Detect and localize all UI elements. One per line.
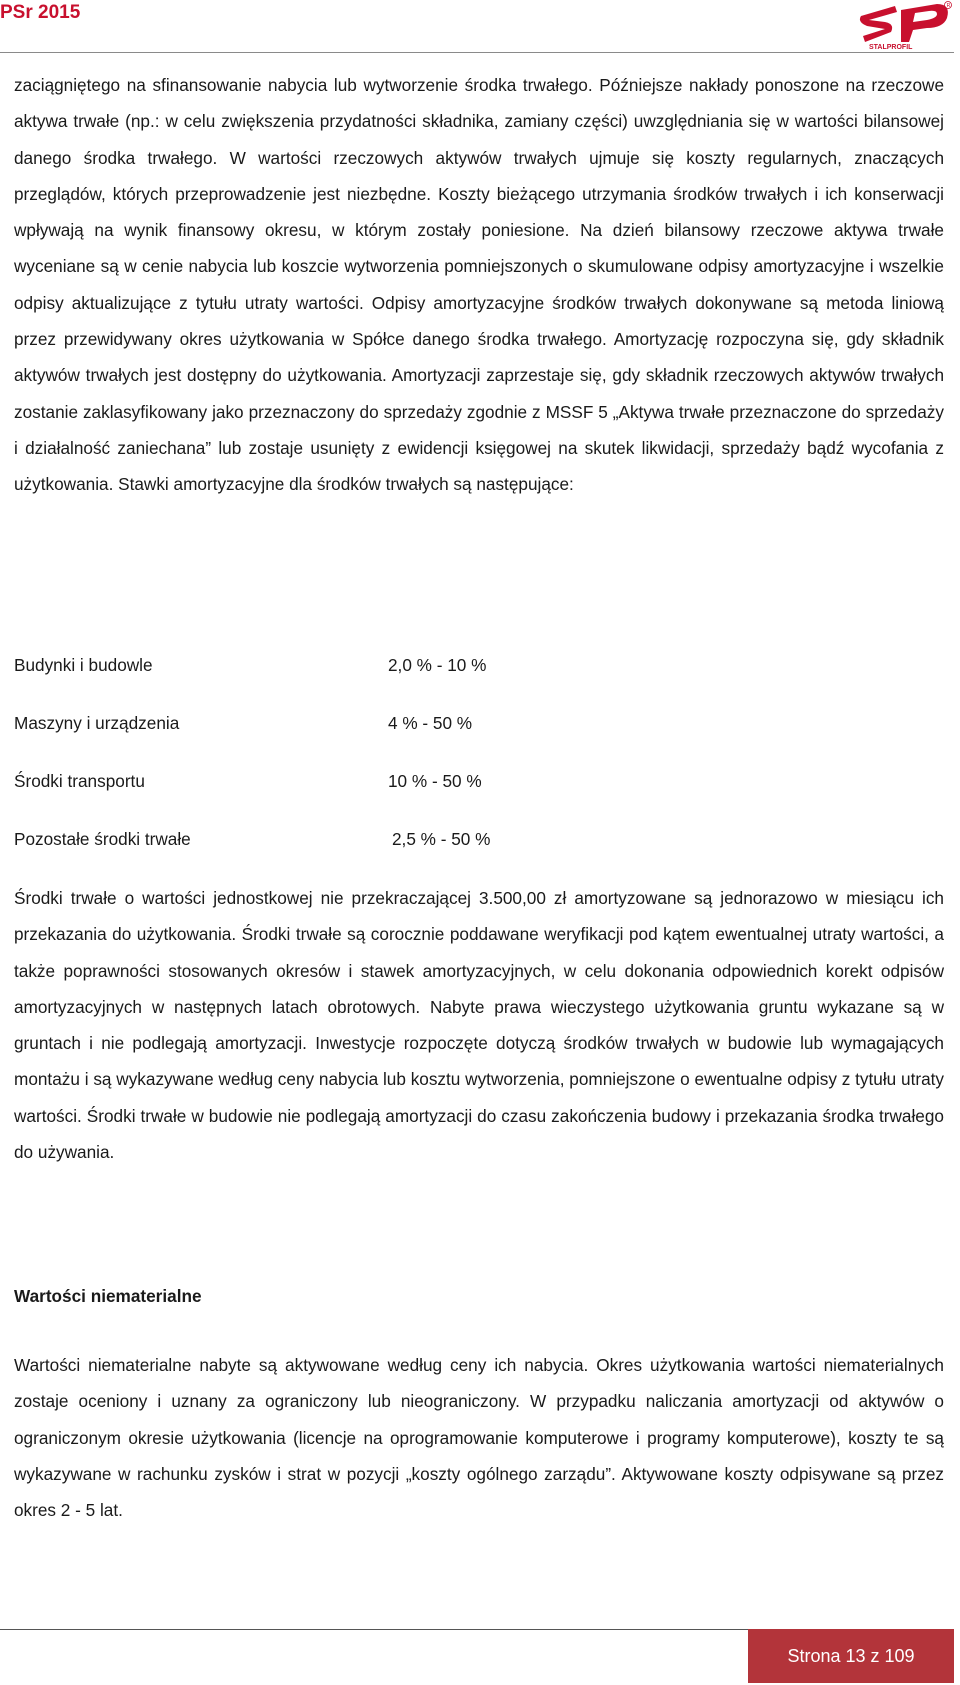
paragraph-fixed-assets: zaciągniętego na sfinansowanie nabycia lub wytworzenie środka trwałego. Późniejsze nakłady ponoszone na rzeczowe aktywa trwałe (np.: w celu zwiększenia przydatności składnika, zamiany części) uwzględniania się w wartości bilansowej danego środka trwałego. W wartości rzeczowych aktywów trwałych ujmuje się koszty regularnych, znaczących przeglądów, których przeprowadzenie jest niezbędne. Koszty bieżącego utrzymania środków trwałych i ich konserwacji wpływają na wynik finansowy okresu, w którym zostały poniesione. Na dzień bilansowy rzeczowe aktywa trwałe wyceniane są w cenie nabycia lub koszcie wytworzenia pomniejszonych o skumulowane odpisy amortyzacyjne i wszelkie odpisy aktualizujące z tytułu utraty wartości. Odpisy amortyzacyjne środków trwałych dokonywane są metoda liniową przez przewidywany okres użytkowania w Spółce danego środka trwałego. Amortyzację rozpoczyna się, gdy składnik aktywów trwałych jest dostępny do użytkowania. Amortyzacji zaprzestaje się, gdy składnik rzeczowych aktywów trwałych zostanie zaklasyfikowany jako przeznaczony do sprzedaży zgodnie z MSSF 5 „Aktywa trwałe przeznaczone do sprzedaży i działalność zaniechana” lub zostaje usunięty z ewidencji księgowej na skutek likwidacji, sprzedaży bądź wycofania z użytkowania. Stawki amortyzacyjne dla środków trwałych są następujące: — [14, 75, 944, 495]
depreciation-rates-list — [14, 655, 614, 887]
stalprofil-logo — [855, 0, 955, 50]
header-divider — [0, 52, 954, 53]
rate-row — [14, 829, 614, 887]
section-heading: Wartości niematerialne — [14, 1286, 202, 1306]
rate-value: 2,0 % - 10 % — [388, 655, 487, 675]
rate-row — [14, 655, 614, 713]
svg-text:R: R — [946, 3, 951, 9]
report-title: PSr 2015 — [0, 2, 81, 23]
rate-label: Pozostałe środki trwałe — [14, 829, 191, 849]
paragraph-intangible-assets: Wartości niematerialne nabyte są aktywowane według ceny ich nabycia. Okres użytkowania wartości niematerialnych zostaje oceniony i uznany za ograniczony lub nieograniczony. W przypadku naliczania amortyzacji od aktywów o ograniczonym okresie użytkowania (licencje na oprogramowanie komputerowe i programy komputerowe), koszty te są wykazywane w rachunku zysków i strat w pozycji „koszty ogólnego zarządu”. Aktywowane koszty odpisywane są przez okres 2 - 5 lat. — [14, 1355, 944, 1521]
rate-label: Budynki i budowle — [14, 655, 153, 675]
rate-value: 10 % - 50 % — [388, 771, 482, 791]
footer-divider — [0, 1629, 748, 1630]
rate-row — [14, 771, 614, 829]
rate-row — [14, 713, 614, 771]
rate-value: 4 % - 50 % — [388, 713, 473, 733]
logo-text: STALPROFIL — [869, 44, 913, 50]
rate-label: Maszyny i urządzenia — [14, 713, 180, 733]
rate-value: 2,5 % - 50 % — [392, 829, 491, 849]
paragraph-low-value-assets: Środki trwałe o wartości jednostkowej nie przekraczającej 3.500,00 zł amortyzowane są jednorazowo w miesiącu ich przekazania do użytkowania. Środki trwałe są corocznie poddawane weryfikacji pod kątem ewentualnej utraty wartości, a także poprawności stosowanych okresów i stawek amortyzacyjnych, w celu dokonania odpowiednich korekt odpisów amortyzacyjnych w następnych latach obrotowych. Nabyte prawa wieczystego użytkowania gruntu wykazane są w gruntach i nie podlegają amortyzacji. Inwestycje rozpoczęte dotyczą środków trwałych w budowie lub wymagających montażu i są wykazywane według ceny nabycia lub kosztu wytworzenia, pomniejszone o ewentualne odpisy z tytułu utraty wartości. Środki trwałe w budowie nie podlegają amortyzacji do czasu zakończenia budowy i przekazania środka trwałego do używania. — [14, 888, 944, 1163]
page-number-badge: Strona 13 z 109 — [748, 1629, 954, 1683]
rate-label: Środki transportu — [14, 771, 145, 791]
